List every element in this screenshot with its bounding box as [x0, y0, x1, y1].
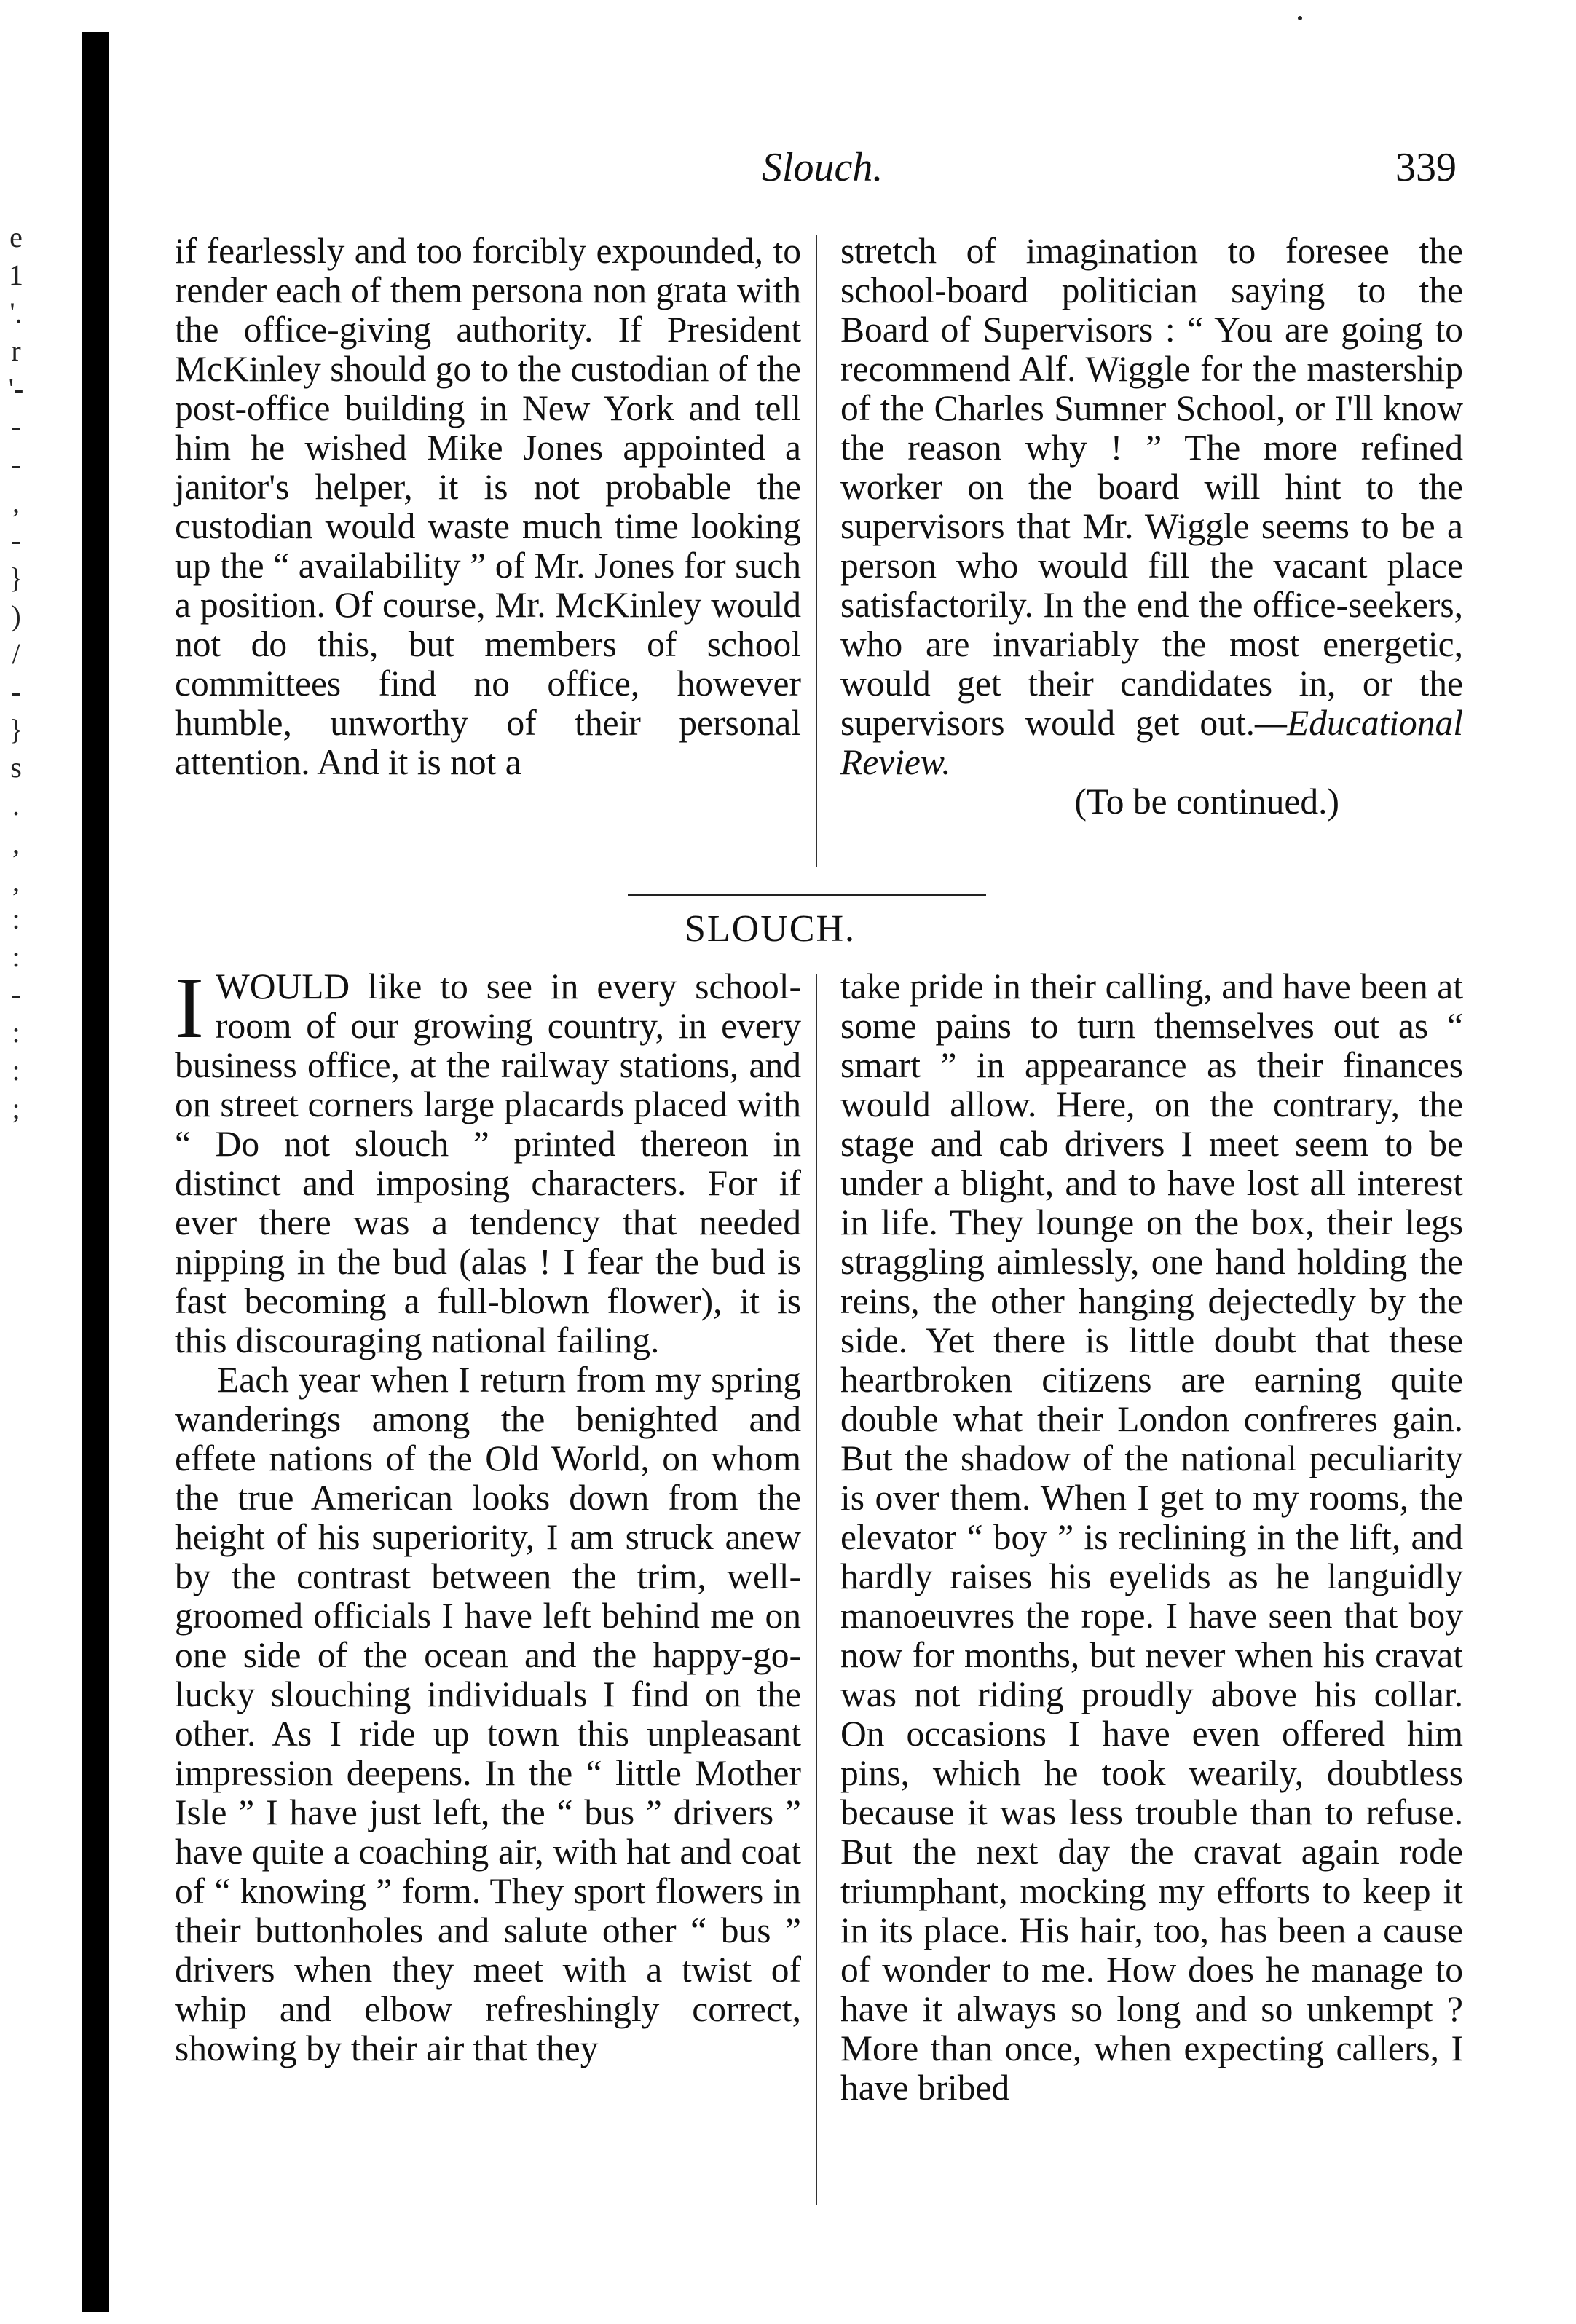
margin-mark: )	[11, 599, 21, 632]
paragraph	[840, 232, 1463, 782]
margin-mark: ;	[12, 1092, 20, 1124]
article-right-column	[840, 967, 1463, 2108]
article-heading: SLOUCH.	[685, 908, 856, 950]
source-citation: —Educational Review.	[840, 703, 1463, 782]
margin-mark: ,	[12, 486, 20, 519]
margin-mark: 1	[9, 259, 23, 291]
margin-mark: -	[11, 675, 21, 708]
margin-mark: '-	[8, 372, 24, 405]
margin-mark: :	[12, 1054, 20, 1087]
opening-paragraph	[175, 959, 801, 1360]
previous-article-left-column	[175, 232, 801, 782]
margin-mark: -	[11, 978, 21, 1011]
paragraph-text: stretch of imagination to foresee the school-board politician saying to the Board of Supervisors : “ You are going to recommend Alf. Wiggle for the mastership of the Charles Sumner School, or I'll know the reason why ! ” The more refined worker on the board will hint to the supervisors that Mr. Wiggle seems to be a person who would fill the vacant place satisfactorily. In the end the office-seekers, who are invariably the most energetic, would get their candidates in, or the supervisors would get out.	[840, 231, 1463, 743]
column-divider	[816, 974, 817, 2205]
margin-mark: -	[11, 410, 21, 443]
binding-edge	[82, 32, 109, 2312]
margin-mark: :	[12, 940, 20, 973]
running-header	[728, 144, 1457, 195]
article-left-column	[175, 959, 801, 2068]
paragraph-text: WOULD like to see in every school-room of our growing country, in every business office, at the railway stations, and on street corners large placards placed with “ Do not slouch ” printed thereon in distinct and imposing characters. For if ever there was a tendency that needed nipping in the bud (alas ! I fear the bud is fast becoming a full-blown flower), it is this discouraging national failing.	[175, 966, 801, 1360]
margin-mark: ,	[12, 827, 20, 859]
to-be-continued-note: (To be continued.)	[1074, 781, 1339, 822]
margin-mark: r	[11, 334, 21, 367]
margin-mark: }	[9, 713, 23, 746]
previous-article-right-column	[840, 232, 1463, 822]
section-divider	[628, 894, 986, 896]
stray-ink-dot	[1298, 16, 1302, 20]
margin-mark: .	[12, 789, 20, 822]
page-number: 339	[1395, 145, 1457, 190]
margin-mark: }	[9, 562, 23, 594]
paragraph: if fearlessly and too forcibly expounded, to render each of them persona non grata with the office-giving authority. If President McKinley should go to the custodian of the post-office building in New York and tell him he wished Mike Jones appointed a janitor's helper, it is not probable the custodian would waste much time looking up the “ availability ” of Mr. Jones for such a position. Of course, Mr. McKinley would not do this, but members of school committees find no office, however humble, unworthy of their personal attention. And it is not a	[175, 231, 801, 782]
margin-mark: -	[11, 524, 21, 556]
column-divider	[816, 235, 817, 867]
drop-cap: I	[175, 959, 204, 1056]
margin-mark: /	[12, 637, 20, 670]
margin-mark: :	[12, 902, 20, 935]
margin-mark: ,	[12, 864, 20, 897]
margin-mark: '.	[9, 296, 23, 329]
margin-mark: s	[10, 751, 22, 784]
margin-mark: -	[11, 448, 21, 481]
running-title: Slouch.	[762, 145, 883, 190]
paragraph: Each year when I return from my spring wanderings among the benighted and effete nations of the Old World, on whom the true American looks down from the height of his superiority, I am struck anew by the contrast between the trim, well-groomed officials I have left behind me on one side of the ocean and the happy-go-lucky slouching individuals I find on the other. As I ride up town this unpleasant impression deepens. In the “ little Mother Isle ” I have just left, the “ bus ” drivers ” have quite a coaching air, with hat and coat of “ knowing ” form. They sport flowers in their buttonholes and salute other “ bus ” drivers when they meet with a twist of whip and elbow refreshingly correct, showing by their air that they	[175, 1360, 801, 2068]
left-margin-bleed-marks	[0, 218, 32, 1127]
margin-mark: :	[12, 1016, 20, 1049]
paragraph: take pride in their calling, and have been at some pains to turn themselves out as “ smart ” in appearance as their finances would allow. Here, on the contrary, the stage and cab drivers I meet seem to be under a blight, and to have lost all interest in life. They lounge on the box, their legs straggling aimlessly, one hand holding the reins, the other hanging dejectedly by the side. Yet there is little doubt that these heartbroken citizens are earning quite double what their London confreres gain. But the shadow of the national peculiarity is over them. When I get to my rooms, the elevator “ boy ” is reclining in the lift, and hardly raises his eyelids as he languidly manoeuvres the rope. I have seen that boy now for months, but never when his cravat was not riding proudly above his collar. On occasions I have even offered him pins, which he took wearily, doubtless because it was less trouble than to refuse. But the next day the cravat again rode triumphant, mocking my efforts to keep it in its place. His hair, too, has been a cause of wonder to me. How does he manage to have it always so long and so unkempt ? More than once, when expecting callers, I have bribed	[840, 966, 1463, 2108]
margin-mark: e	[9, 221, 23, 253]
